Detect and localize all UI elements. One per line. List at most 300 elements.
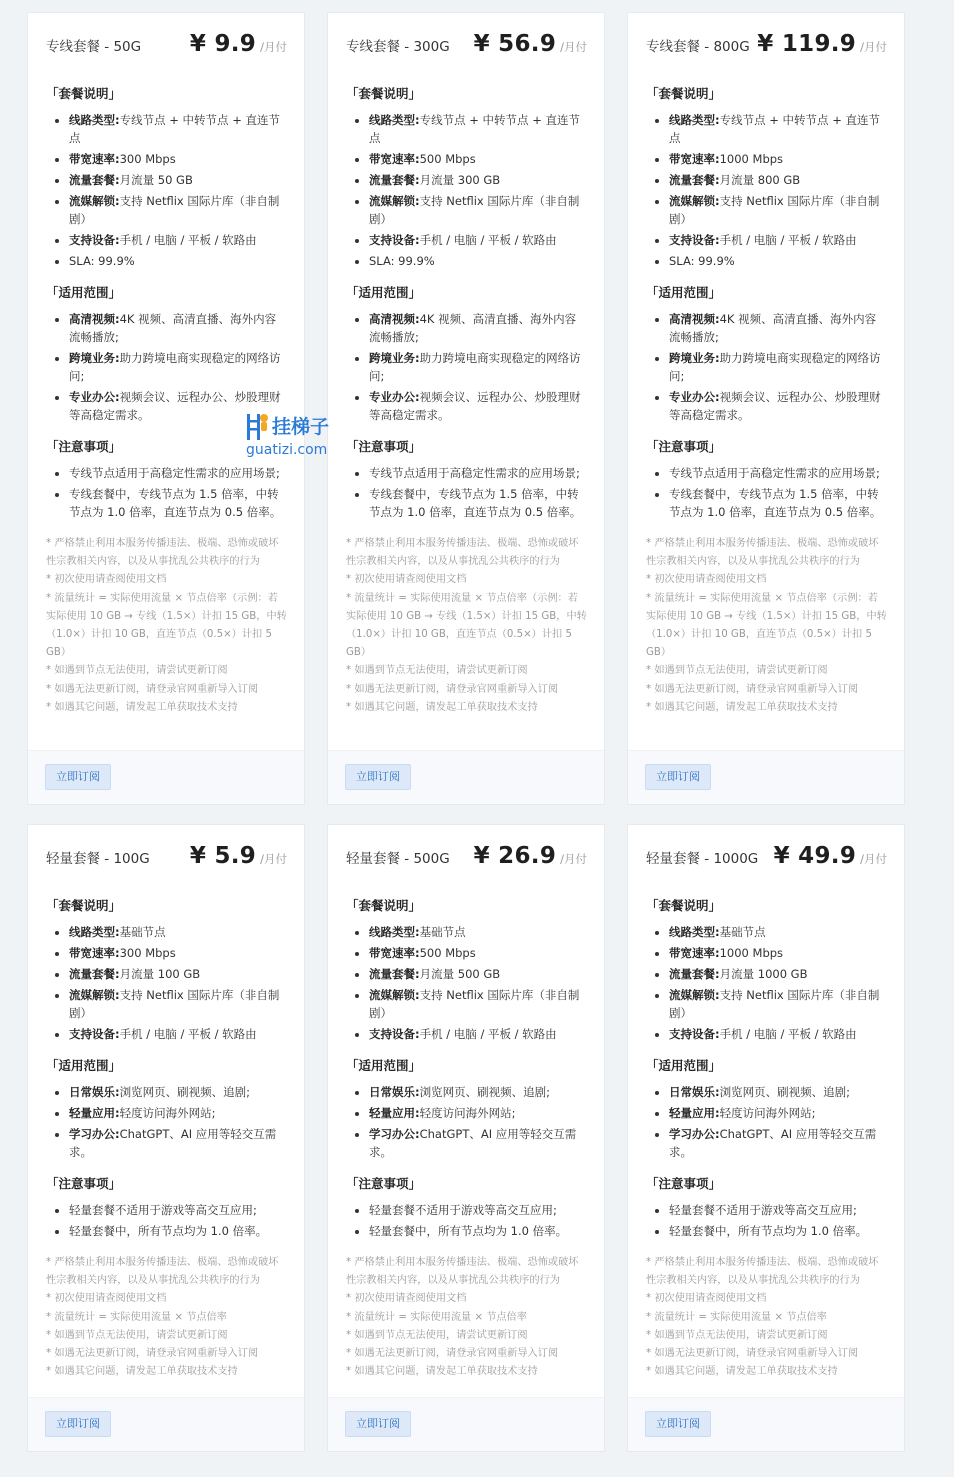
section-list xyxy=(346,1201,587,1240)
item-text: 专线节点 + 中转节点 + 直连节点 xyxy=(69,113,281,145)
plan-header xyxy=(346,825,587,897)
plan-price-wrap xyxy=(774,843,887,869)
item-label: 线路类型: xyxy=(69,113,120,127)
subscribe-button[interactable]: 立即订阅 xyxy=(45,1411,111,1437)
list-item xyxy=(69,965,287,983)
plan-note: * 流量统计 = 实际使用流量 × 节点倍率 xyxy=(46,1311,227,1323)
section-list xyxy=(346,1083,587,1161)
plan-card-body xyxy=(28,13,304,717)
item-text: 专线节点适用于高稳定性需求的应用场景; xyxy=(69,466,280,480)
list-item xyxy=(369,388,587,424)
item-text: 轻度访问海外网站; xyxy=(419,1106,516,1120)
section-list xyxy=(646,923,887,1043)
list-item xyxy=(669,1083,887,1101)
plan-footer xyxy=(328,750,604,804)
list-item xyxy=(369,1222,587,1240)
item-label: 流量套餐: xyxy=(69,173,120,187)
plan-price-wrap xyxy=(474,843,587,869)
plan-price: ¥ 56.9 xyxy=(473,31,557,57)
list-item xyxy=(69,192,287,228)
plan-title: 专线套餐 - 300G xyxy=(346,39,450,55)
plan-note: * 如遇到节点无法使用，请尝试更新订阅 xyxy=(46,665,228,677)
plan-note: * 如遇其它问题，请发起工单获取技术支持 xyxy=(646,1366,838,1378)
plan-note: * 初次使用请查阅使用文档 xyxy=(346,574,467,586)
plan-note: * 如遇其它问题，请发起工单获取技术支持 xyxy=(646,701,838,713)
item-text: 4K 视频、高清直播、海外内容流畅播放; xyxy=(669,312,877,344)
item-label: 高清视频: xyxy=(669,312,720,326)
plan-card xyxy=(627,824,905,1452)
list-item xyxy=(69,1083,287,1101)
section-list xyxy=(46,464,287,521)
plan-note: * 严格禁止利用本服务传播违法、极端、恐怖或破坏性宗教相关内容，以及从事扰乱公共秩序的行为 xyxy=(46,538,279,568)
item-text: 1000 Mbps xyxy=(719,946,784,960)
list-item xyxy=(369,1025,587,1043)
item-label: 支持设备: xyxy=(69,233,120,247)
plan-note: * 如遇无法更新订阅，请登录官网重新导入订阅 xyxy=(646,683,859,695)
plan-footer xyxy=(328,1397,604,1451)
section-title: 「适用范围」 xyxy=(46,285,122,300)
plan-note: * 如遇其它问题，请发起工单获取技术支持 xyxy=(346,701,538,713)
subscribe-button[interactable]: 立即订阅 xyxy=(45,764,111,790)
plan-price-unit: /月付 xyxy=(560,852,587,866)
item-label: 带宽速率: xyxy=(69,152,120,166)
list-item xyxy=(69,464,287,482)
plan-notes xyxy=(346,1254,587,1381)
plan-note: * 初次使用请查阅使用文档 xyxy=(46,574,167,586)
list-item xyxy=(669,1125,887,1161)
section-title: 「套餐说明」 xyxy=(46,86,122,101)
plan-note: * 如遇到节点无法使用，请尝试更新订阅 xyxy=(346,1329,528,1341)
item-text: 手机 / 电脑 / 平板 / 软路由 xyxy=(719,233,857,247)
list-item xyxy=(369,192,587,228)
plan-card-body xyxy=(328,13,604,717)
plan-note: * 流量统计 = 实际使用流量 × 节点倍率（示例：若实际使用 10 GB → 专线（1.5×）计扣 15 GB，中转（1.0×）计扣 10 GB，直连节点（0.5×）计扣 5 GB） xyxy=(46,592,287,659)
section-list xyxy=(646,464,887,521)
plan-header xyxy=(346,13,587,85)
list-item xyxy=(369,464,587,482)
item-text: 轻度访问海外网站; xyxy=(719,1106,816,1120)
plan-card xyxy=(27,824,305,1452)
item-label: 流媒解锁: xyxy=(369,194,420,208)
plan-price: ¥ 26.9 xyxy=(473,843,557,869)
list-item xyxy=(669,349,887,385)
list-item xyxy=(69,1104,287,1122)
item-text: 轻度访问海外网站; xyxy=(119,1106,216,1120)
item-label: 支持设备: xyxy=(669,1027,720,1041)
list-item xyxy=(69,1025,287,1043)
plan-note: * 严格禁止利用本服务传播违法、极端、恐怖或破坏性宗教相关内容，以及从事扰乱公共秩序的行为 xyxy=(646,1257,879,1287)
plan-note: * 初次使用请查阅使用文档 xyxy=(346,1293,467,1305)
ladder-climber-icon xyxy=(244,412,272,442)
plan-note: * 如遇到节点无法使用，请尝试更新订阅 xyxy=(646,1329,828,1341)
plan-note: * 流量统计 = 实际使用流量 × 节点倍率（示例：若实际使用 10 GB → 专线（1.5×）计扣 15 GB，中转（1.0×）计扣 10 GB，直连节点（0.5×）计扣 5 GB） xyxy=(346,592,587,659)
plan-footer xyxy=(628,750,904,804)
list-item xyxy=(369,986,587,1022)
item-label: 带宽速率: xyxy=(69,946,120,960)
plan-header xyxy=(646,13,887,85)
section-title: 「套餐说明」 xyxy=(646,898,722,913)
plan-footer xyxy=(28,750,304,804)
item-label: 流媒解锁: xyxy=(669,194,720,208)
watermark-domain: guatizi.com xyxy=(246,442,328,458)
plan-note: * 严格禁止利用本服务传播违法、极端、恐怖或破坏性宗教相关内容，以及从事扰乱公共秩序的行为 xyxy=(646,538,879,568)
item-label: 流媒解锁: xyxy=(369,988,420,1002)
item-text: 专线节点适用于高稳定性需求的应用场景; xyxy=(369,466,580,480)
item-label: 线路类型: xyxy=(669,925,720,939)
plan-price-wrap xyxy=(474,31,587,57)
plan-note: * 如遇无法更新订阅，请登录官网重新导入订阅 xyxy=(346,683,559,695)
item-label: 流媒解锁: xyxy=(669,988,720,1002)
list-item xyxy=(669,171,887,189)
item-text: ChatGPT、AI 应用等轻交互需求。 xyxy=(669,1127,877,1159)
list-item xyxy=(69,111,287,147)
list-item xyxy=(369,171,587,189)
item-text: 手机 / 电脑 / 平板 / 软路由 xyxy=(419,233,557,247)
list-item xyxy=(69,986,287,1022)
plan-price: ¥ 49.9 xyxy=(773,843,857,869)
item-text: 支持 Netflix 国际片库（非自制剧） xyxy=(369,988,580,1020)
plan-note: * 如遇其它问题，请发起工单获取技术支持 xyxy=(346,1366,538,1378)
item-text: 专线套餐中，专线节点为 1.5 倍率，中转节点为 1.0 倍率，直连节点为 0.5 倍率。 xyxy=(69,487,282,519)
plan-note: * 如遇无法更新订阅，请登录官网重新导入订阅 xyxy=(646,1348,859,1360)
list-item xyxy=(369,252,587,270)
plan-card-body xyxy=(28,825,304,1381)
plan-title: 轻量套餐 - 100G xyxy=(46,851,150,867)
plan-card xyxy=(27,12,305,805)
plan-title: 轻量套餐 - 500G xyxy=(346,851,450,867)
list-item xyxy=(69,171,287,189)
list-item xyxy=(69,252,287,270)
plan-price-unit: /月付 xyxy=(260,40,287,54)
list-item xyxy=(669,111,887,147)
item-text: 手机 / 电脑 / 平板 / 软路由 xyxy=(119,1027,257,1041)
item-text: 轻量套餐中，所有节点均为 1.0 倍率。 xyxy=(69,1224,268,1238)
item-label: 线路类型: xyxy=(669,113,720,127)
plan-note: * 流量统计 = 实际使用流量 × 节点倍率 xyxy=(346,1311,527,1323)
item-label: 高清视频: xyxy=(69,312,120,326)
list-item xyxy=(369,485,587,521)
plan-price-unit: /月付 xyxy=(260,852,287,866)
list-item xyxy=(69,944,287,962)
section-list xyxy=(346,310,587,424)
plan-note: * 如遇到节点无法使用，请尝试更新订阅 xyxy=(646,665,828,677)
section-list xyxy=(346,923,587,1043)
section-list xyxy=(46,1201,287,1240)
section-title: 「套餐说明」 xyxy=(346,898,422,913)
item-label: 流量套餐: xyxy=(669,173,720,187)
watermark-text: 挂梯子 xyxy=(272,416,330,438)
item-label: 日常娱乐: xyxy=(369,1085,420,1099)
list-item xyxy=(369,923,587,941)
item-text: 月流量 100 GB xyxy=(119,967,201,981)
plan-note: * 如遇无法更新订阅，请登录官网重新导入订阅 xyxy=(346,1348,559,1360)
list-item xyxy=(669,944,887,962)
plan-price-unit: /月付 xyxy=(560,40,587,54)
plan-title: 专线套餐 - 50G xyxy=(46,39,142,55)
list-item xyxy=(369,1201,587,1219)
item-label: 带宽速率: xyxy=(369,152,420,166)
item-text: 支持 Netflix 国际片库（非自制剧） xyxy=(669,194,880,226)
plan-notes xyxy=(346,535,587,717)
item-label: 跨境业务: xyxy=(369,351,420,365)
item-label: 高清视频: xyxy=(369,312,420,326)
item-text: 专线套餐中，专线节点为 1.5 倍率，中转节点为 1.0 倍率，直连节点为 0.5 倍率。 xyxy=(669,487,882,519)
subscribe-button[interactable]: 立即订阅 xyxy=(345,1411,411,1437)
list-item xyxy=(369,965,587,983)
item-text: 支持 Netflix 国际片库（非自制剧） xyxy=(669,988,880,1020)
plan-price-wrap xyxy=(190,843,287,869)
list-item xyxy=(69,1125,287,1161)
plan-note: * 如遇其它问题，请发起工单获取技术支持 xyxy=(46,1366,238,1378)
plan-footer xyxy=(28,1397,304,1451)
list-item xyxy=(669,150,887,168)
list-item xyxy=(669,1201,887,1219)
section-list xyxy=(46,310,287,424)
plan-title: 专线套餐 - 800G xyxy=(646,39,750,55)
plan-note: * 如遇其它问题，请发起工单获取技术支持 xyxy=(46,701,238,713)
plan-card-body xyxy=(628,825,904,1381)
plan-notes xyxy=(46,535,287,717)
item-label: 日常娱乐: xyxy=(669,1085,720,1099)
item-text: 浏览网页、刷视频、追剧; xyxy=(719,1085,850,1099)
item-label: 流量套餐: xyxy=(369,173,420,187)
list-item xyxy=(369,1104,587,1122)
item-text: 500 Mbps xyxy=(419,946,476,960)
item-label: 专业办公: xyxy=(69,390,120,404)
list-item xyxy=(669,192,887,228)
subscribe-button[interactable]: 立即订阅 xyxy=(345,764,411,790)
plan-price-unit: /月付 xyxy=(860,40,887,54)
list-item xyxy=(669,923,887,941)
section-title: 「套餐说明」 xyxy=(46,898,122,913)
item-label: 支持设备: xyxy=(369,1027,420,1041)
item-label: 带宽速率: xyxy=(669,152,720,166)
section-title: 「套餐说明」 xyxy=(346,86,422,101)
item-text: 手机 / 电脑 / 平板 / 软路由 xyxy=(119,233,257,247)
plan-note: * 初次使用请查阅使用文档 xyxy=(646,574,767,586)
item-text: 月流量 500 GB xyxy=(419,967,501,981)
list-item xyxy=(669,252,887,270)
list-item xyxy=(369,944,587,962)
item-text: 专线套餐中，专线节点为 1.5 倍率，中转节点为 1.0 倍率，直连节点为 0.5 倍率。 xyxy=(369,487,582,519)
subscribe-button[interactable]: 立即订阅 xyxy=(645,1411,711,1437)
section-title: 「套餐说明」 xyxy=(646,86,722,101)
plan-note: * 初次使用请查阅使用文档 xyxy=(646,1293,767,1305)
item-label: 线路类型: xyxy=(69,925,120,939)
plan-card xyxy=(327,12,605,805)
plan-price: ¥ 119.9 xyxy=(757,31,857,57)
item-text: 专线节点 + 中转节点 + 直连节点 xyxy=(369,113,581,145)
section-title: 「适用范围」 xyxy=(646,1058,722,1073)
item-label: 流媒解锁: xyxy=(69,988,120,1002)
list-item xyxy=(369,349,587,385)
plan-header xyxy=(46,13,287,85)
list-item xyxy=(669,986,887,1022)
plan-notes xyxy=(646,1254,887,1381)
list-item xyxy=(669,231,887,249)
item-label: 学习办公: xyxy=(669,1127,720,1141)
plan-card-body xyxy=(328,825,604,1381)
item-text: 轻量套餐不适用于游戏等高交互应用; xyxy=(369,1203,557,1217)
item-text: 1000 Mbps xyxy=(719,152,784,166)
item-text: 轻量套餐中，所有节点均为 1.0 倍率。 xyxy=(369,1224,568,1238)
item-text: 月流量 50 GB xyxy=(119,173,193,187)
item-label: 轻量应用: xyxy=(369,1106,420,1120)
list-item xyxy=(669,485,887,521)
list-item xyxy=(69,923,287,941)
section-list xyxy=(46,923,287,1043)
plan-note: * 如遇无法更新订阅，请登录官网重新导入订阅 xyxy=(46,683,259,695)
item-label: 轻量应用: xyxy=(669,1106,720,1120)
item-label: 轻量应用: xyxy=(69,1106,120,1120)
item-text: 支持 Netflix 国际片库（非自制剧） xyxy=(69,988,280,1020)
item-label: 日常娱乐: xyxy=(69,1085,120,1099)
section-title: 「适用范围」 xyxy=(346,1058,422,1073)
section-title: 「注意事项」 xyxy=(646,1176,722,1191)
section-list xyxy=(346,464,587,521)
item-text: 浏览网页、刷视频、追剧; xyxy=(419,1085,550,1099)
item-text: 支持 Netflix 国际片库（非自制剧） xyxy=(69,194,280,226)
plan-note: * 流量统计 = 实际使用流量 × 节点倍率（示例：若实际使用 10 GB → 专线（1.5×）计扣 15 GB，中转（1.0×）计扣 10 GB，直连节点（0.5×）计扣 5 GB） xyxy=(646,592,887,659)
item-label: 学习办公: xyxy=(369,1127,420,1141)
item-label: 支持设备: xyxy=(69,1027,120,1041)
plan-header xyxy=(646,825,887,897)
item-text: 视频会议、远程办公、炒股理财等高稳定需求。 xyxy=(669,390,881,422)
item-text: ChatGPT、AI 应用等轻交互需求。 xyxy=(369,1127,577,1159)
item-label: 跨境业务: xyxy=(669,351,720,365)
plan-price: ¥ 9.9 xyxy=(189,31,257,57)
plan-footer xyxy=(628,1397,904,1451)
plan-note: * 如遇无法更新订阅，请登录官网重新导入订阅 xyxy=(46,1348,259,1360)
item-text: 轻量套餐不适用于游戏等高交互应用; xyxy=(669,1203,857,1217)
item-text: 月流量 800 GB xyxy=(719,173,801,187)
item-text: SLA: 99.9% xyxy=(69,254,135,268)
item-text: 手机 / 电脑 / 平板 / 软路由 xyxy=(719,1027,857,1041)
item-text: 支持 Netflix 国际片库（非自制剧） xyxy=(369,194,580,226)
section-list xyxy=(646,1201,887,1240)
item-text: SLA: 99.9% xyxy=(369,254,435,268)
section-list xyxy=(46,111,287,270)
plan-price: ¥ 5.9 xyxy=(189,843,257,869)
section-title: 「注意事项」 xyxy=(346,1176,422,1191)
section-title: 「注意事项」 xyxy=(46,439,122,454)
list-item xyxy=(369,231,587,249)
section-title: 「注意事项」 xyxy=(46,1176,122,1191)
item-label: 线路类型: xyxy=(369,925,420,939)
plan-note: * 如遇到节点无法使用，请尝试更新订阅 xyxy=(46,1329,228,1341)
list-item xyxy=(669,464,887,482)
plan-header xyxy=(46,825,287,897)
item-label: 专业办公: xyxy=(669,390,720,404)
item-label: 流量套餐: xyxy=(369,967,420,981)
section-list xyxy=(646,310,887,424)
item-text: SLA: 99.9% xyxy=(669,254,735,268)
list-item xyxy=(669,1222,887,1240)
plan-notes xyxy=(46,1254,287,1381)
plan-note: * 如遇到节点无法使用，请尝试更新订阅 xyxy=(346,665,528,677)
list-item xyxy=(669,388,887,424)
item-text: 手机 / 电脑 / 平板 / 软路由 xyxy=(419,1027,557,1041)
item-text: ChatGPT、AI 应用等轻交互需求。 xyxy=(69,1127,277,1159)
plan-price-unit: /月付 xyxy=(860,852,887,866)
item-text: 专线节点 + 中转节点 + 直连节点 xyxy=(669,113,881,145)
item-text: 浏览网页、刷视频、追剧; xyxy=(119,1085,250,1099)
item-label: 流媒解锁: xyxy=(69,194,120,208)
subscribe-button[interactable]: 立即订阅 xyxy=(645,764,711,790)
item-label: 支持设备: xyxy=(369,233,420,247)
list-item xyxy=(369,1083,587,1101)
item-text: 视频会议、远程办公、炒股理财等高稳定需求。 xyxy=(69,390,281,422)
item-label: 带宽速率: xyxy=(669,946,720,960)
item-text: 助力跨境电商实现稳定的网络访问; xyxy=(69,351,281,383)
section-list xyxy=(346,111,587,270)
item-label: 带宽速率: xyxy=(369,946,420,960)
item-text: 4K 视频、高清直播、海外内容流畅播放; xyxy=(369,312,577,344)
plan-price-wrap xyxy=(757,31,887,57)
item-label: 跨境业务: xyxy=(69,351,120,365)
section-list xyxy=(46,1083,287,1161)
item-text: 基础节点 xyxy=(119,925,166,939)
list-item xyxy=(669,1104,887,1122)
plan-note: * 严格禁止利用本服务传播违法、极端、恐怖或破坏性宗教相关内容，以及从事扰乱公共秩序的行为 xyxy=(46,1257,279,1287)
plan-price-wrap xyxy=(190,31,287,57)
item-text: 基础节点 xyxy=(419,925,466,939)
plan-note: * 流量统计 = 实际使用流量 × 节点倍率 xyxy=(646,1311,827,1323)
item-text: 500 Mbps xyxy=(419,152,476,166)
plan-title: 轻量套餐 - 1000G xyxy=(646,851,759,867)
list-item xyxy=(69,485,287,521)
plan-card xyxy=(327,824,605,1452)
list-item xyxy=(369,1125,587,1161)
list-item xyxy=(669,310,887,346)
section-title: 「注意事项」 xyxy=(646,439,722,454)
item-label: 支持设备: xyxy=(669,233,720,247)
list-item xyxy=(69,231,287,249)
list-item xyxy=(669,1025,887,1043)
item-text: 月流量 1000 GB xyxy=(719,967,808,981)
item-label: 流量套餐: xyxy=(69,967,120,981)
section-title: 「注意事项」 xyxy=(346,439,422,454)
item-label: 线路类型: xyxy=(369,113,420,127)
list-item xyxy=(69,1222,287,1240)
plan-card xyxy=(627,12,905,805)
section-title: 「适用范围」 xyxy=(646,285,722,300)
list-item xyxy=(369,111,587,147)
item-text: 300 Mbps xyxy=(119,152,176,166)
item-text: 4K 视频、高清直播、海外内容流畅播放; xyxy=(69,312,277,344)
item-text: 专线节点适用于高稳定性需求的应用场景; xyxy=(669,466,880,480)
list-item xyxy=(69,150,287,168)
watermark xyxy=(242,410,342,460)
item-text: 基础节点 xyxy=(719,925,766,939)
plan-notes xyxy=(646,535,887,717)
list-item xyxy=(369,150,587,168)
item-label: 专业办公: xyxy=(369,390,420,404)
section-title: 「适用范围」 xyxy=(46,1058,122,1073)
list-item xyxy=(69,310,287,346)
item-text: 300 Mbps xyxy=(119,946,176,960)
list-item xyxy=(69,349,287,385)
list-item xyxy=(69,1201,287,1219)
item-text: 助力跨境电商实现稳定的网络访问; xyxy=(669,351,881,383)
plan-note: * 严格禁止利用本服务传播违法、极端、恐怖或破坏性宗教相关内容，以及从事扰乱公共秩序的行为 xyxy=(346,1257,579,1287)
item-text: 月流量 300 GB xyxy=(419,173,501,187)
item-label: 学习办公: xyxy=(69,1127,120,1141)
section-list xyxy=(646,111,887,270)
section-list xyxy=(646,1083,887,1161)
item-text: 轻量套餐中，所有节点均为 1.0 倍率。 xyxy=(669,1224,868,1238)
item-label: 流量套餐: xyxy=(669,967,720,981)
